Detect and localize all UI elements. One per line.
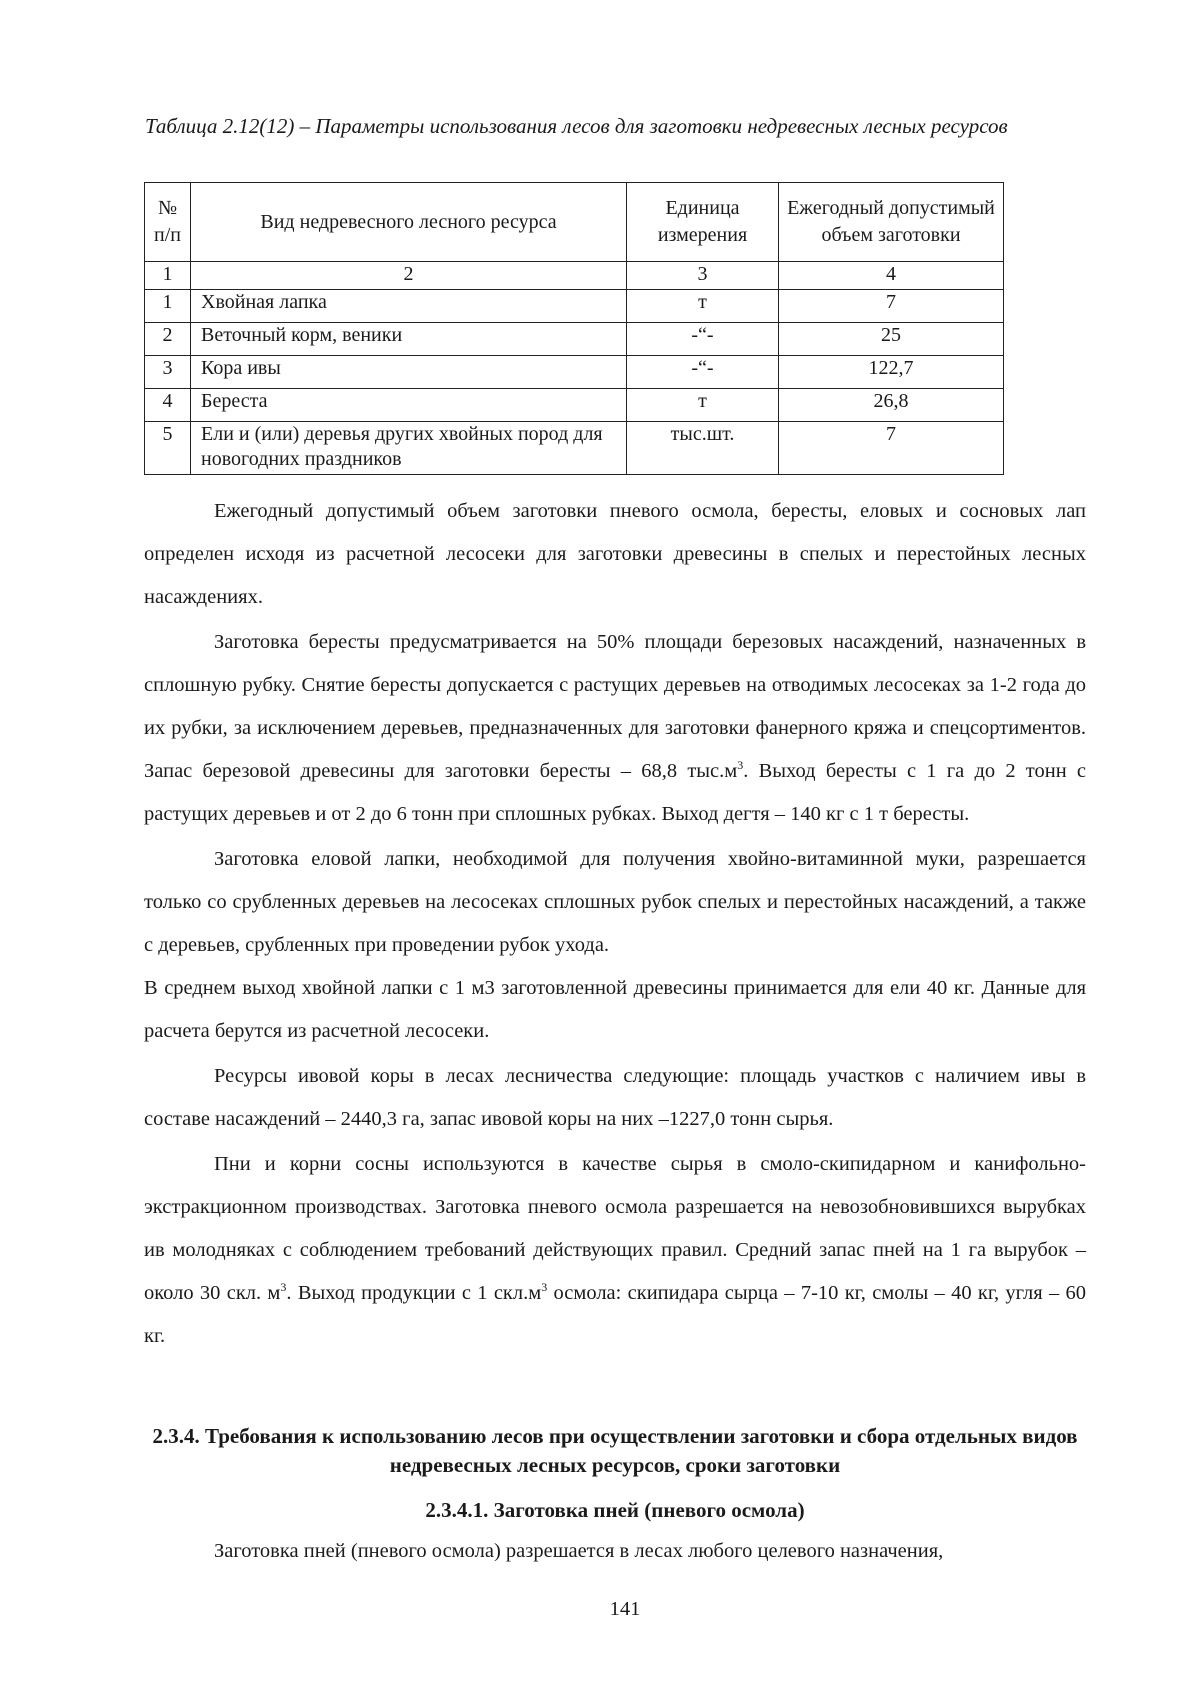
- row-number: 4: [145, 389, 191, 422]
- header-annual-volume: Ежегодный допустимый объем заготовки: [779, 183, 1004, 262]
- resource-name: Хвойная лапка: [191, 290, 627, 323]
- annual-volume: 26,8: [779, 389, 1004, 422]
- header-number: № п/п: [145, 183, 191, 262]
- row-number: 3: [145, 356, 191, 389]
- resource-name: Веточный корм, веники: [191, 323, 627, 356]
- row-number: 5: [145, 422, 191, 475]
- column-number: 2: [191, 262, 627, 290]
- subsection-heading: 2.3.4.1. Заготовка пней (пневого осмола): [425, 1498, 805, 1522]
- unit: -“-: [627, 356, 779, 389]
- paragraph: Ежегодный допустимый объем заготовки пневого осмола, бересты, еловых и сосновых лап определен исходя из расчетной лесосеки для заготовки древесины в спелых и перестойных лесных насаждениях.: [144, 500, 1086, 608]
- column-numbers-row: [145, 262, 1004, 290]
- resource-name: Ели и (или) деревья других хвойных пород для новогодних праздников: [191, 422, 627, 475]
- header-resource-type: Вид недревесного лесного ресурса: [191, 183, 627, 262]
- paragraph: Ресурсы ивовой коры в лесах лесничества следующие: площадь участков с наличием ивы в составе насаждений – 2440,3 га, запас ивовой коры на них –1227,0 тонн сырья.: [144, 1065, 1086, 1130]
- resources-table: [144, 182, 1004, 475]
- table-header-row: [145, 183, 1004, 262]
- paragraph: Заготовка еловой лапки, необходимой для получения хвойно-витаминной муки, разрешается только со срубленных деревьев на лесосеках сплошных рубок спелых и перестойных насаждений, а также с деревьев, срубленных при проведении рубок ухода.: [144, 848, 1086, 956]
- section-heading: 2.3.4. Требования к использованию лесов при осуществлении заготовки и сбора отдельных видов недревесных лесных ресурсов, сроки заготовки: [152, 1424, 1078, 1477]
- table-caption: Таблица 2.12(12) – Параметры использования лесов для заготовки недревесных лесных ресурсов: [145, 114, 1008, 138]
- paragraph: Заготовка пней (пневого осмола) разрешается в лесах любого целевого назначения,: [214, 1540, 944, 1562]
- annual-volume: 122,7: [779, 356, 1004, 389]
- body-text: [144, 490, 1086, 1358]
- resource-name: Кора ивы: [191, 356, 627, 389]
- paragraph: Заготовка бересты предусматривается на 50% площади березовых насаждений, назначенных в сплошную рубку. Снятие бересты допускается с растущих деревьев на отводимых лесосеках за 1-2 года до их рубки, за исключением деревьев, предназначенных для заготовки фанерного кряжа и спецсортиментов. Запас березовой древесины для заготовки бересты – 68,8 $тыс.м^3$. Выход бересты с 1 га до 2 тонн с растущих деревьев и от 2 до 6 тонн при сплошных рубках. Выход дегтя – 140 кг с 1 т бересты.: [144, 631, 1086, 825]
- superscript: 3: [280, 1280, 287, 1295]
- unit: -“-: [627, 323, 779, 356]
- unit: т: [627, 389, 779, 422]
- table-row: [145, 290, 1004, 323]
- row-number: 2: [145, 323, 191, 356]
- table-row: [145, 356, 1004, 389]
- row-number: 1: [145, 290, 191, 323]
- table-row: [145, 323, 1004, 356]
- annual-volume: 7: [779, 422, 1004, 475]
- column-number: 1: [145, 262, 191, 290]
- resource-name: Береста: [191, 389, 627, 422]
- table-row: [145, 389, 1004, 422]
- unit: тыс.шт.: [627, 422, 779, 475]
- header-unit: Единица измерения: [627, 183, 779, 262]
- annual-volume: 7: [779, 290, 1004, 323]
- annual-volume: 25: [779, 323, 1004, 356]
- paragraph: Пни и корни сосны используются в качестве сырья в смоло-скипидарном и канифольно-экстракционном производствах. Заготовка пневого осмола разрешается на невозобновившихся вырубках ив молодняках с соблюдением требований действующих правил. Средний запас пней на 1 га вырубок – около 30 скл. $м^3$. Выход продукции с 1 $скл.м^3$ осмола: скипидара сырца – 7-10 кг, смолы – 40 кг, угля – 60 кг.: [144, 1153, 1086, 1347]
- table-row: [145, 422, 1004, 475]
- paragraph: В среднем выход хвойной лапки с 1 м3 заготовленной древесины принимается для ели 40 кг. Данные для расчета берутся из расчетной лесосеки.: [144, 977, 1086, 1042]
- column-number: 3: [627, 262, 779, 290]
- column-number: 4: [779, 262, 1004, 290]
- page-number: 141: [609, 1598, 641, 1620]
- superscript: 3: [737, 758, 744, 773]
- superscript: 3: [541, 1280, 548, 1295]
- unit: т: [627, 290, 779, 323]
